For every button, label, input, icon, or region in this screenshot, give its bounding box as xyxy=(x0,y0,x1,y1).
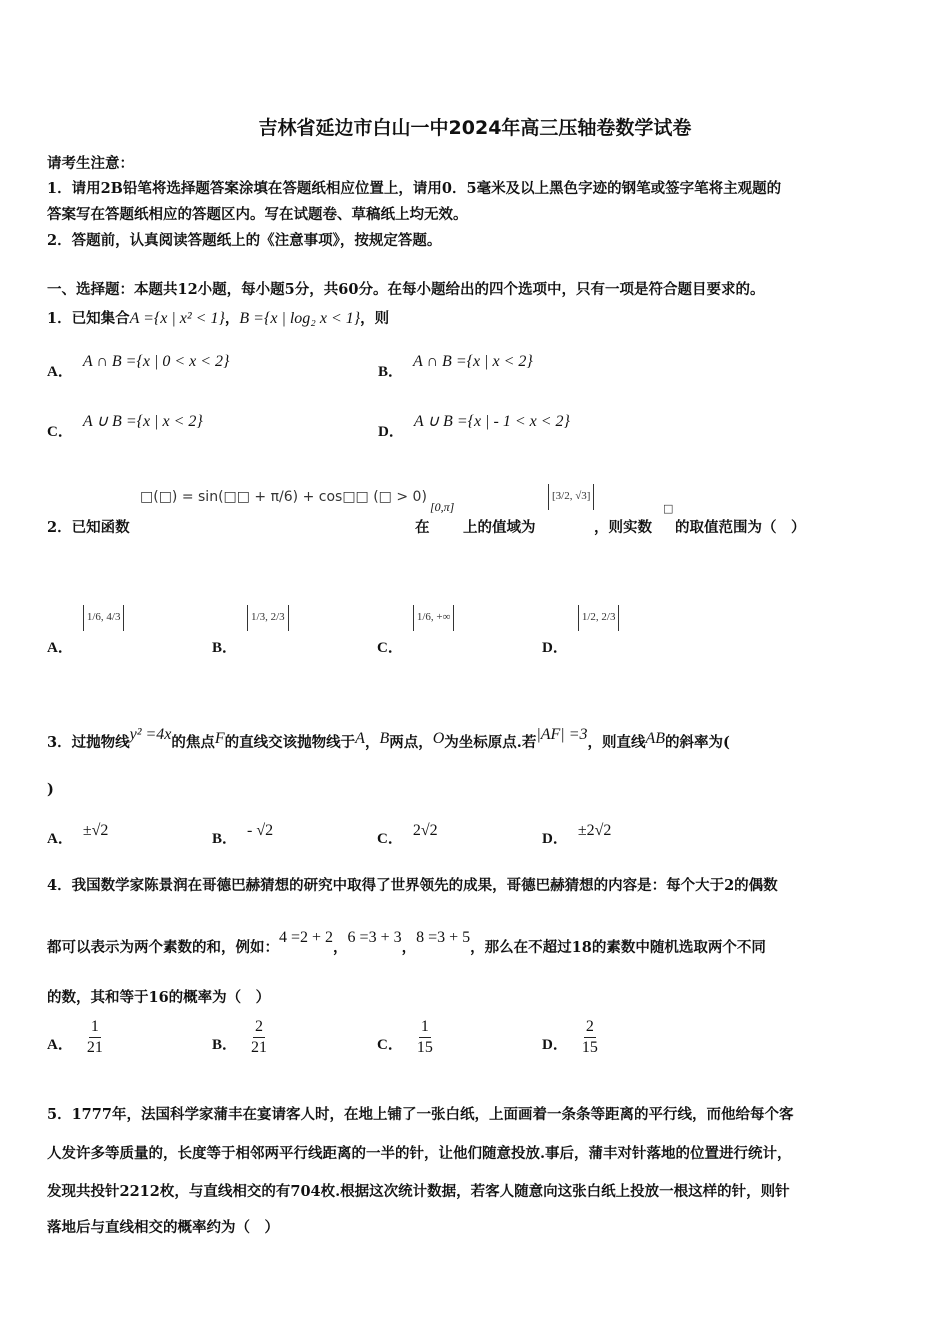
q1-option-a[interactable] xyxy=(47,353,230,381)
q2-var: □ xyxy=(663,502,674,515)
q3-parabola: y² =4x xyxy=(129,726,172,743)
q3-option-b[interactable] xyxy=(212,822,274,848)
option-text: 1/6, 4/3 xyxy=(83,605,125,631)
q4-option-b[interactable] xyxy=(212,1018,267,1057)
option-fraction xyxy=(87,1018,103,1057)
option-label: B． xyxy=(212,831,238,847)
option-label: D． xyxy=(542,640,568,656)
q3-text-7: ，则直线 xyxy=(587,734,646,751)
q3-af: |AF| =3 xyxy=(536,726,588,743)
option-fraction xyxy=(251,1018,267,1057)
option-label: A． xyxy=(47,831,73,847)
q3-point-b: B xyxy=(379,730,390,747)
q4-line-1: 4．我国数学家陈景润在哥德巴赫猜想的研究中取得了世界领先的成果，哥德巴赫猜想的内容是：每个大于2的偶数 xyxy=(47,877,778,894)
q4-example-2: 6 =3 + 3 xyxy=(347,929,402,946)
q1-suffix: ，则 xyxy=(360,310,390,327)
q2-option-a[interactable] xyxy=(47,604,124,656)
q3-option-c[interactable] xyxy=(377,822,438,848)
option-text: 1/6, +∞ xyxy=(413,605,455,631)
q3-text-3: 的直线交该抛物线于 xyxy=(224,734,356,751)
option-label: C． xyxy=(377,1037,403,1053)
q4-comma-1: ， xyxy=(333,939,348,956)
q2-option-b[interactable] xyxy=(212,604,289,656)
q5-line-2: 人发许多等质量的，长度等于相邻两平行线距离的一半的针，让他们随意投放.事后，蒲丰对针落地的位置进行统计， xyxy=(47,1145,792,1162)
notice-heading: 请考生注意： xyxy=(47,155,134,172)
option-text: 2√2 xyxy=(412,822,438,839)
option-label: D． xyxy=(542,1037,568,1053)
option-fraction xyxy=(417,1018,433,1057)
option-label: A． xyxy=(47,640,73,656)
q4-comma-2: ， xyxy=(401,939,417,956)
q4-option-d[interactable] xyxy=(542,1018,598,1057)
q1-prefix: 1．已知集合 xyxy=(47,310,130,327)
option-label: B． xyxy=(212,1037,238,1053)
q3-text-8: 的斜率为( xyxy=(665,734,730,751)
option-label: D． xyxy=(378,424,404,440)
q3-option-d[interactable] xyxy=(542,822,612,848)
option-text: A ∩ B ={x | 0 < x < 2} xyxy=(82,353,230,370)
option-text: A ∪ B ={x | x < 2} xyxy=(82,413,203,430)
q2-range xyxy=(548,484,594,510)
denominator: 21 xyxy=(86,1039,103,1056)
q4-line-2a: 都可以表示为两个素数的和，例如： xyxy=(47,939,279,956)
denominator: 15 xyxy=(581,1039,598,1056)
q3-text-1: 3．过抛物线 xyxy=(47,734,130,751)
option-label: C． xyxy=(377,640,403,656)
numerator: 2 xyxy=(253,1018,265,1038)
q3-text-5: 两点， xyxy=(389,734,433,751)
q3-option-a[interactable] xyxy=(47,822,109,848)
q5-line-3: 发现共投针2212枚，与直线相交的有704枚.根据这次统计数据，若客人随意向这张白纸上投放一根这样的针，则针 xyxy=(47,1183,790,1200)
q2-tail-2: 的取值范围为（ ） xyxy=(675,519,806,536)
numerator: 2 xyxy=(584,1018,596,1038)
notice-line-1: 1．请用2B铅笔将选择题答案涂填在答题纸相应位置上，请用0．5毫米及以上黑色字迹的钢笔或签字笔将主观题的 xyxy=(47,180,782,197)
q1-option-b[interactable] xyxy=(378,353,533,381)
q3-text-4: ， xyxy=(364,734,380,751)
q5-line-4: 落地后与直线相交的概率约为（ ） xyxy=(47,1219,279,1236)
option-label: D． xyxy=(542,831,568,847)
q3-text-9: ) xyxy=(47,781,54,798)
option-text: 1/2, 2/3 xyxy=(578,605,620,631)
option-text: ±2√2 xyxy=(577,822,612,839)
option-label: A． xyxy=(47,1037,73,1053)
question-1: 1．已知集合A ={x | x² < 1}，B ={x | log₂ x < 1}，则 xyxy=(47,310,390,327)
numerator: 1 xyxy=(419,1018,431,1038)
denominator: 15 xyxy=(416,1039,433,1056)
q2-option-d[interactable] xyxy=(542,604,619,656)
option-text: A ∩ B ={x | x < 2} xyxy=(413,353,533,370)
q5-line-1: 5．1777年，法国科学家蒲丰在宴请客人时，在地上铺了一张白纸，上面画着一条条等距离的平行线，而他给每个客 xyxy=(47,1106,794,1123)
option-text: A ∪ B ={x | - 1 < x < 2} xyxy=(413,413,570,430)
option-label: A． xyxy=(47,364,73,380)
question-3 xyxy=(47,726,730,752)
q4-example-3: 8 =3 + 5 xyxy=(416,929,471,946)
q2-option-c[interactable] xyxy=(377,604,454,656)
notice-line-2: 答案写在答题纸相应的答题区内。写在试题卷、草稿纸上均无效。 xyxy=(47,206,468,223)
q4-option-c[interactable] xyxy=(377,1018,433,1057)
denominator: 21 xyxy=(251,1039,268,1056)
q2-tail-1: ，则实数 xyxy=(594,519,652,536)
option-label: B． xyxy=(378,364,404,380)
option-text: ±√2 xyxy=(82,822,109,839)
q3-line-ab: AB xyxy=(645,730,666,747)
numerator: 1 xyxy=(89,1018,101,1038)
q4-line-3: 的数，其和等于16的概率为（ ） xyxy=(47,989,271,1006)
option-fraction xyxy=(582,1018,598,1057)
option-text: - √2 xyxy=(247,822,274,839)
q1-set-a: A ={x | x² < 1} xyxy=(129,310,225,327)
q3-text-6: 为坐标原点.若 xyxy=(444,734,537,751)
option-label: B． xyxy=(212,640,238,656)
q4-line-2b: ，那么在不超过18的素数中随机选取两个不同 xyxy=(470,939,766,956)
q1-option-d[interactable] xyxy=(378,413,570,441)
q3-text-2: 的焦点 xyxy=(171,734,215,751)
notice-line-3: 2．答题前，认真阅读答题纸上的《注意事项》，按规定答题。 xyxy=(47,232,442,249)
option-text: 1/3, 2/3 xyxy=(247,605,289,631)
q2-in: 在 xyxy=(415,519,430,536)
q2-function-formula: □(□) = sin(□□ + π/6) + cos□□ (□ > 0) xyxy=(140,489,427,505)
q4-example-1: 4 =2 + 2 xyxy=(279,929,334,946)
q2-mid: 上的值域为 xyxy=(463,519,536,536)
q2-interval: [0,π] xyxy=(430,500,455,514)
option-label: C． xyxy=(377,831,403,847)
q3-focus: F xyxy=(214,730,225,747)
page-title: 吉林省延边市白山一中2024年高三压轴卷数学试卷 xyxy=(258,117,692,139)
q3-origin: O xyxy=(432,730,445,747)
q2-prefix: 2．已知函数 xyxy=(47,519,130,536)
q1-set-b: B ={x | log₂ x < 1} xyxy=(239,310,361,327)
q4-line-2 xyxy=(47,929,766,957)
section-heading: 一、选择题：本题共12小题，每小题5分，共60分。在每小题给出的四个选项中，只有一项是符合题目要求的。 xyxy=(47,281,765,298)
q3-point-a: A xyxy=(355,730,365,747)
q4-option-a[interactable] xyxy=(47,1018,103,1057)
q1-option-c[interactable] xyxy=(47,413,203,441)
option-label: C． xyxy=(47,424,73,440)
q2-range-value: [3/2, √3] xyxy=(548,484,594,510)
